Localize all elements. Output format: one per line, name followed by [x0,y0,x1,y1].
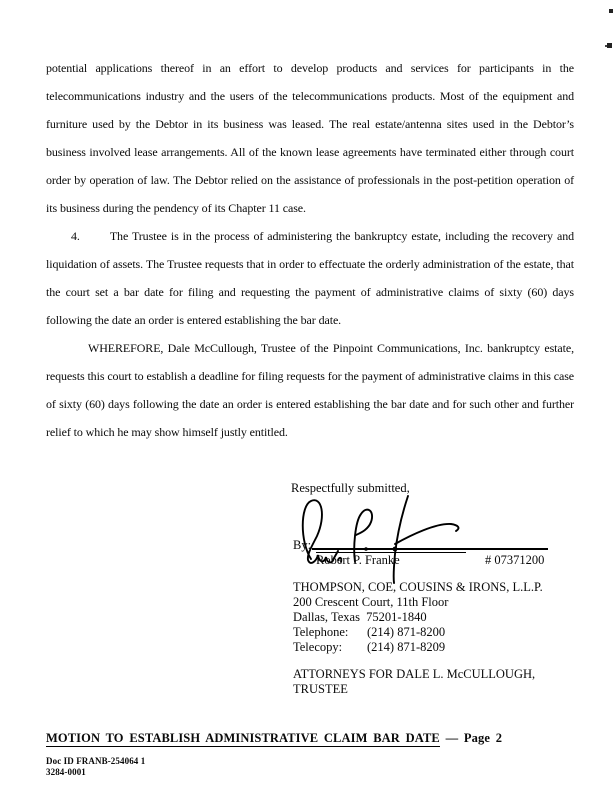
firm-name: THOMPSON, COE, COUSINS & IRONS, L.L.P. [293,580,543,594]
scan-speck-icon [609,9,613,13]
doc-id: Doc ID FRANB-254064 1 [46,756,146,766]
footer-page-number: Page 2 [463,731,503,745]
fax-row [293,640,583,655]
phone-value: (214) 871-8200 [367,625,446,639]
attorneys-for-block [293,667,583,697]
phone-label: Telephone: [293,625,349,639]
fax-label: Telecopy: [293,640,343,654]
signer-name: Robert P. Franke [316,553,400,567]
phone-row [293,625,583,640]
bar-number: # 07371200 [485,553,545,567]
paragraph-4-number: 4. [71,229,80,243]
doc-id-block [46,756,145,778]
scan-speck-icon [607,43,612,48]
fax-value: (214) 871-8209 [367,640,446,654]
matter-number: 3284-0001 [46,767,86,777]
footer-separator: — [445,731,459,745]
attorneys-for-line1: ATTORNEYS FOR DALE L. McCULLOUGH, [293,667,536,681]
firm-address-line1: 200 Crescent Court, 11th Floor [293,595,449,609]
paragraph-continuation: potential applications thereof in an effort to develop products and services for participants in the telecommunications industry and the users of the telecommunications products. Most of the equipment and furniture used by the Debtor in its business was leased. The real estate/antenna sites used in the Debtor’s business involved lease arrangements. All of the known lease agreements have terminated either through court order by operation of law. The Debtor relied on the assistance of professionals in the post-petition operation of its business during the pendency of its Chapter 11 case. [46,61,574,215]
paragraph-4-text: The Trustee is in the process of administering the bankruptcy estate, including the recovery and liquidation of assets. The Trustee requests that in order to effectuate the orderly administration of the estate, that the court set a bar date for filing and requesting the payment of administrative claims of sixty (60) days following the date an order is entered establishing the bar date. [46,229,574,327]
attorneys-for-line2: TRUSTEE [293,682,348,696]
firm-address-line2: Dallas, Texas 75201-1840 [293,610,427,624]
signature-line [312,548,548,550]
salutation: Respectfully submitted, [291,481,410,495]
by-label: By: [293,538,312,552]
footer-title-underlined: MOTION TO ESTABLISH ADMINISTRATIVE CLAIM BAR DATE [46,731,440,745]
paragraph-wherefore: WHEREFORE, Dale McCullough, Trustee of the Pinpoint Communications, Inc. bankruptcy estate, requests this court to establish a deadline for filing requests for the payment of administrative claims in this case of sixty (60) days following the date an order is entered establishing the bar date and for such other and further relief to which he may show himself justly entitled. [46,341,574,439]
footer-title [46,731,502,746]
firm-block [293,580,583,655]
signature-handwriting [298,492,473,587]
